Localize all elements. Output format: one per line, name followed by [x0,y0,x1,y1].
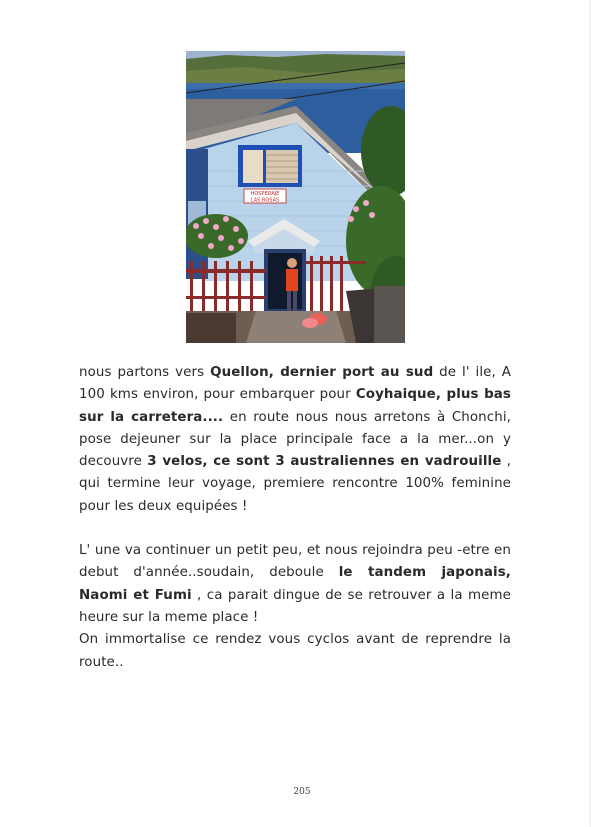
paragraph-1 [79,362,511,518]
paragraph-2-text-2: , ca parait dingue de se retrouver a la meme heure sur la meme place ! [79,587,511,625]
paragraph-2-text-1: L' une va continuer un petit peu, et nous rejoindra peu -etre en debut d'année..soudain, deboule [79,543,511,581]
sign-line-1: HOSPEDAJE [250,191,280,197]
paragraph-1-bold-3: 3 velos, ce sont 3 australiennes en vadrouille [147,454,502,470]
page-number: 205 [293,787,311,797]
paragraph-1-text-1: nous partons vers [79,365,211,380]
paragraph-1-bold-1: Quellon, dernier port au sud [210,365,434,380]
paragraph-1-text-4: , qui termine leur voyage, premiere rencontre 100% feminine pour les deux equipées ! [79,454,512,514]
paragraph-1-text-3: en route nous nous arretons à Chonchi, pose dejeuner sur la place principale face a la mer...on y decouvre [79,409,512,470]
sign-line-2: LAS ROSAS [250,197,280,204]
house-photo-illustration [186,51,405,343]
house-photo [186,51,405,343]
paragraph-1-bold-2: Coyhaique, plus bas sur la carretera.... [79,387,511,425]
paragraph-2 [79,540,511,629]
paragraph-3 [79,629,511,674]
body-text [79,362,511,674]
paragraph-2-bold-1: le tandem japonais, Naomi et Fumi [79,565,511,603]
paragraph-3-text-1: On immortalise ce rendez vous cyclos avant de reprendre la route.. [79,632,511,670]
paragraph-1-text-2: de l' ile, A 100 kms environ, pour embarquer pour [79,365,511,403]
